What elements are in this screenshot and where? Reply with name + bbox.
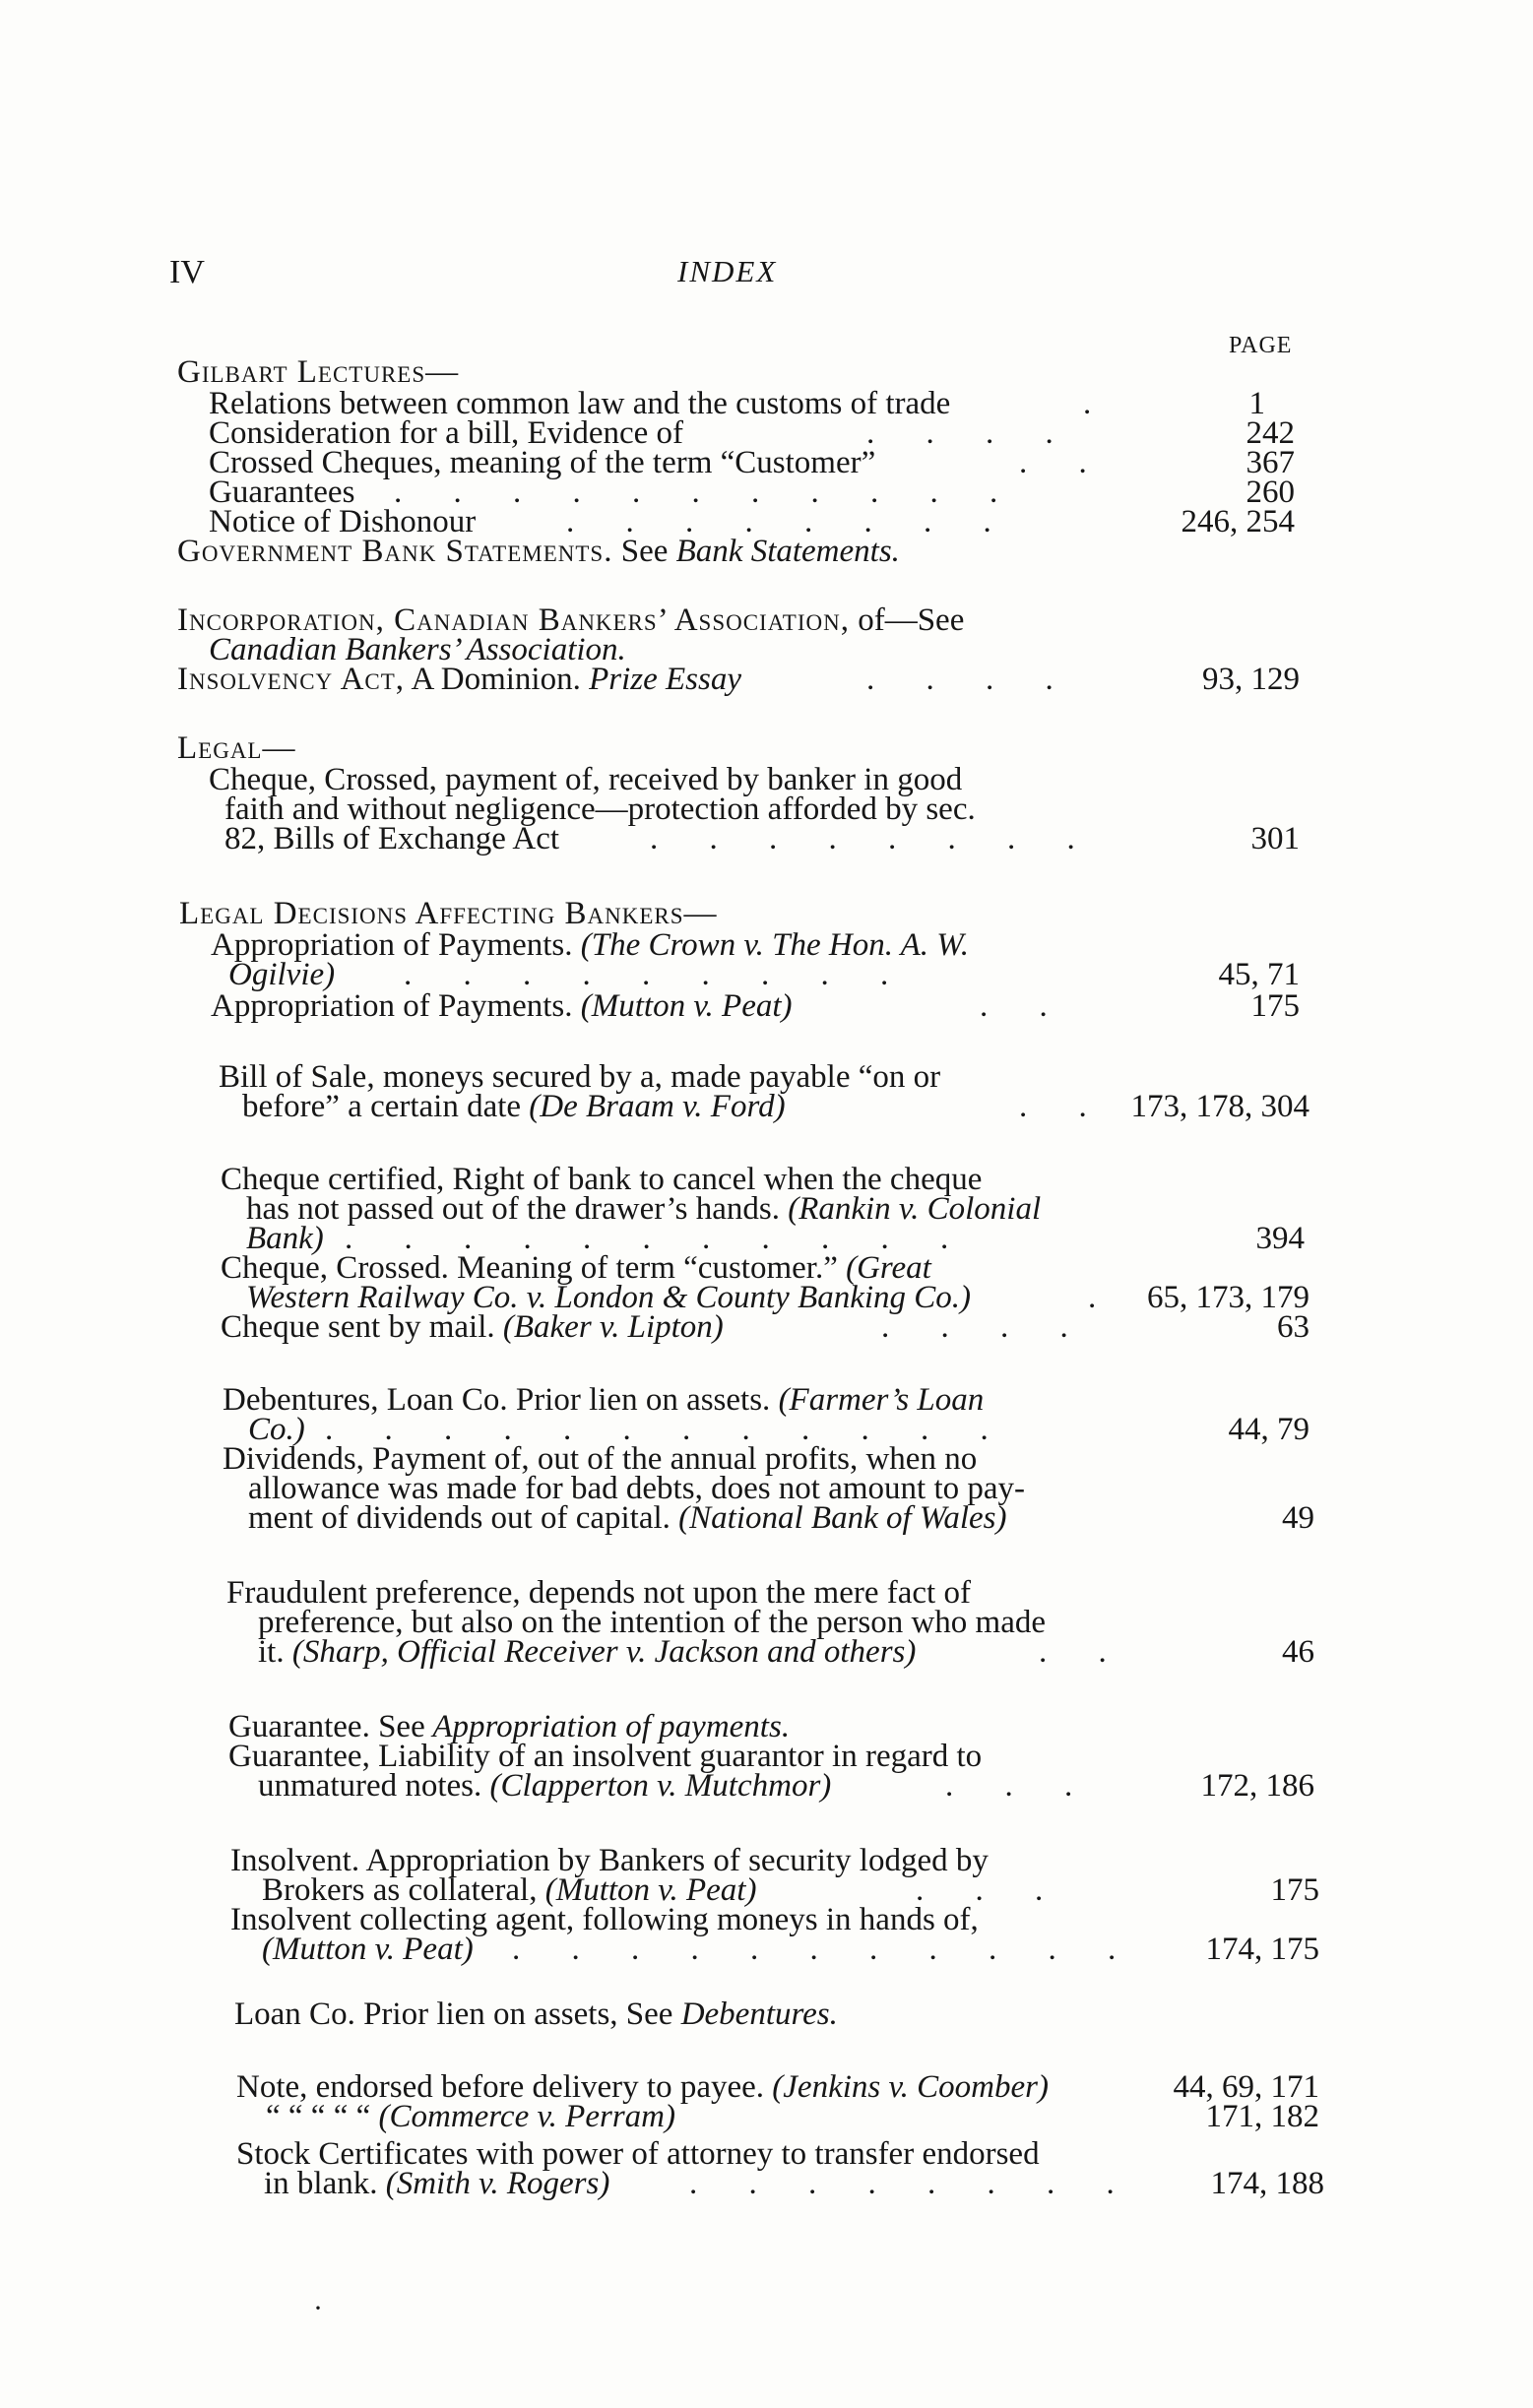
entry-body: Notice of Dishonour: [209, 504, 477, 539]
entry-body: Consideration for a bill, Evidence of: [209, 415, 684, 451]
entry-heading: Legal Decisions Affecting Bankers—: [179, 896, 718, 931]
entry-text: [177, 662, 741, 698]
case-citation: Debentures.: [672, 1996, 838, 2032]
index-entry-line: [0, 1634, 1533, 1674]
index-entry-line: [0, 1309, 1533, 1349]
case-citation: (Clapperton v. Mutchmor): [481, 1768, 832, 1804]
case-citation: (Baker v. Lipton): [494, 1309, 724, 1345]
page-reference: 174, 188: [1210, 2166, 1324, 2201]
case-citation: (Smith v. Rogers): [377, 2166, 610, 2201]
entry-body: Insolvent collecting agent, following moneys in hands of,: [230, 1902, 979, 1937]
index-entry-line: [0, 1500, 1533, 1540]
entry-body: Fraudulent preference, depends not upon the mere fact of: [226, 1575, 971, 1611]
case-citation: Appropriation of payments.: [424, 1709, 791, 1744]
dot-leader: . .: [1039, 1634, 1128, 1670]
stray-mark: ·: [313, 2292, 323, 2324]
index-entry-line: [0, 1932, 1533, 1971]
dot-leader: . . . .: [866, 415, 1075, 451]
entry-heading: Insolvency Act,: [177, 662, 406, 697]
case-citation: (National Bank of Wales): [670, 1500, 1007, 1536]
index-entry-line: [0, 2099, 1533, 2138]
dot-leader: . . . . . . . .: [689, 2166, 1136, 2201]
entry-body: Cheque, Crossed, payment of, received by banker in good: [209, 762, 963, 797]
dot-leader: . . . . . . . . . . .: [345, 1221, 971, 1256]
entry-heading: Gilbart Lectures—: [177, 354, 460, 390]
entry-text: [262, 1932, 474, 1968]
entry-body: allowance was made for bad debts, does not amount to pay-: [248, 1471, 1026, 1506]
entry-body: Insolvent. Appropriation by Bankers of security lodged by: [230, 1843, 989, 1878]
entry-text: [258, 1768, 831, 1805]
entry-reference: (Mutton v. Peat): [262, 1932, 474, 1967]
entry-reference: Co.): [248, 1412, 305, 1447]
entry-body: “ “ “ “ “: [266, 2099, 371, 2134]
dot-leader: . . . . . . . . . . .: [512, 1932, 1138, 1967]
entry-text: [242, 1089, 786, 1125]
page-reference: 44, 69, 171: [1173, 2069, 1319, 2105]
dot-leader: . .: [1019, 445, 1109, 480]
case-citation: (De Braam v. Ford): [521, 1089, 786, 1124]
dot-leader: . . . . . . . . . . . .: [325, 1412, 1010, 1447]
entry-body: Cheque sent by mail.: [221, 1309, 495, 1345]
entry-heading: Government Bank Statements.: [177, 534, 613, 569]
page-reference: 175: [1250, 988, 1300, 1024]
entry-text: [266, 2099, 675, 2135]
entry-body: it.: [258, 1634, 285, 1670]
page-reference: 93, 129: [1202, 662, 1300, 697]
index-entry-line: [0, 821, 1533, 860]
entry-body: Cheque certified, Right of bank to cancel when the cheque: [221, 1162, 983, 1197]
page-reference: 246, 254: [1181, 504, 1295, 539]
entry-body: before” a certain date: [242, 1089, 522, 1124]
dot-leader: . . .: [916, 1872, 1065, 1908]
case-citation: (Great: [837, 1250, 931, 1286]
entry-body: faith and without negligence—protection afforded by sec.: [224, 792, 976, 827]
page-reference: 242: [1246, 415, 1295, 451]
dot-leader: . . . .: [866, 662, 1075, 697]
page-reference: 174, 175: [1205, 1932, 1319, 1967]
dot-leader: .: [1088, 1280, 1118, 1315]
entry-body: Loan Co. Prior lien on assets, See: [234, 1996, 673, 2032]
index-entry-line: [0, 1996, 1533, 2036]
index-entry-line: [0, 534, 1533, 573]
entry-body: Crossed Cheques, meaning of the term “Customer”: [209, 445, 876, 480]
entry-body: Stock Certificates with power of attorney to transfer endorsed: [236, 2136, 1040, 2172]
entry-heading: Incorporation, Canadian Bankers’ Association,: [177, 602, 850, 638]
dot-leader: . .: [1019, 1089, 1109, 1124]
entry-text: [211, 988, 793, 1025]
entry-body: Appropriation of Payments.: [211, 927, 573, 963]
entry-text: [234, 1996, 838, 2033]
page-reference: 260: [1246, 475, 1295, 510]
page-reference: 63: [1277, 1309, 1309, 1345]
page-reference: 49: [1282, 1500, 1314, 1536]
case-citation: (Jenkins v. Coomber): [764, 2069, 1049, 2105]
entry-text: [248, 1500, 1007, 1537]
dot-leader: . . . . . . . . . . .: [394, 475, 1020, 510]
dot-leader: . . . . . . . .: [650, 821, 1097, 856]
entry-text: [258, 1634, 916, 1671]
entry-body: Guarantee, Liability of an insolvent guarantor in regard to: [228, 1739, 983, 1774]
case-citation: (Sharp, Official Receiver v. Jackson and others): [284, 1634, 917, 1670]
entry-body: Relations between common law and the customs of trade: [209, 386, 951, 421]
page-reference: 171, 182: [1205, 2099, 1319, 2134]
entry-body: in blank.: [264, 2166, 378, 2201]
entry-body: Note, endorsed before delivery to payee.: [236, 2069, 765, 2105]
entry-body: unmatured notes.: [258, 1768, 482, 1804]
dot-leader: . . . . . . . .: [566, 504, 1013, 539]
page-reference: 1: [1248, 386, 1265, 421]
entry-continuation: of—See: [849, 602, 965, 638]
entry-text: [264, 2166, 609, 2202]
page-reference: 44, 79: [1228, 1412, 1309, 1447]
entry-reference: Western Railway Co. v. London & County Banking Co.): [246, 1280, 972, 1315]
dot-leader: . . .: [945, 1768, 1095, 1804]
entry-body: Bill of Sale, moneys secured by a, made payable “on or: [219, 1059, 941, 1095]
index-entry-line: [0, 1768, 1533, 1807]
entry-reference: Bank): [246, 1221, 324, 1256]
index-entry-line: [0, 662, 1533, 701]
entry-reference: Ogilvie): [228, 957, 336, 992]
page-reference: 367: [1246, 445, 1295, 480]
dot-leader: . .: [980, 988, 1069, 1024]
page-reference: 394: [1255, 1221, 1305, 1256]
entry-continuation: See: [612, 534, 676, 569]
entry-reference: Canadian Bankers’ Association.: [209, 632, 626, 667]
dot-leader: .: [1083, 386, 1114, 421]
case-citation: (Farmer’s Loan: [770, 1382, 985, 1418]
case-citation: (Commerce v. Perram): [370, 2099, 675, 2134]
page-column-label: PAGE: [1229, 333, 1293, 358]
entry-text: [177, 534, 900, 570]
page-reference: 172, 186: [1200, 1768, 1314, 1804]
page-reference: 45, 71: [1218, 957, 1300, 992]
entry-body: Guarantee. See: [228, 1709, 425, 1744]
entry-text: [221, 1309, 724, 1346]
entry-continuation: A Dominion.: [405, 662, 590, 697]
index-entry-line: [0, 1089, 1533, 1128]
index-entry-line: [0, 988, 1533, 1028]
page-reference: 301: [1250, 821, 1300, 856]
case-citation: (Rankin v. Colonial: [779, 1191, 1042, 1227]
page-reference: 173, 178, 304: [1130, 1089, 1309, 1124]
index-entry-line: [0, 2166, 1533, 2205]
page-reference: 65, 173, 179: [1147, 1280, 1309, 1315]
dot-leader: . . . .: [881, 1309, 1090, 1345]
entry-reference: Prize Essay: [589, 662, 741, 697]
entry-body: has not passed out of the drawer’s hands.: [246, 1191, 780, 1227]
entry-body: Dividends, Payment of, out of the annual profits, when no: [223, 1441, 978, 1477]
entry-body: Guarantees: [209, 475, 355, 510]
page-reference: 175: [1270, 1872, 1319, 1908]
entry-body: 82, Bills of Exchange Act: [224, 821, 560, 856]
entry-body: ment of dividends out of capital.: [248, 1500, 671, 1536]
entry-body: Appropriation of Payments.: [211, 988, 573, 1024]
dot-leader: . . . . . . . . .: [404, 957, 911, 992]
entry-body: Cheque, Crossed. Meaning of term “customer.”: [221, 1250, 838, 1286]
entry-body: Debentures, Loan Co. Prior lien on assets.: [223, 1382, 771, 1418]
page-number: IV: [169, 254, 205, 290]
case-citation: (Mutton v. Peat): [572, 988, 793, 1024]
case-citation: (Mutton v. Peat): [537, 1872, 757, 1908]
case-citation: (The Crown v. The Hon. A. W.: [572, 927, 969, 963]
entry-body: Brokers as collateral,: [262, 1872, 538, 1908]
entry-text: [224, 821, 559, 857]
entry-reference: Bank Statements.: [675, 534, 900, 569]
running-head: INDEX: [677, 254, 778, 288]
entry-heading: Legal—: [177, 730, 296, 766]
entry-body: preference, but also on the intention of the person who made: [258, 1605, 1046, 1640]
page-reference: 46: [1282, 1634, 1314, 1670]
